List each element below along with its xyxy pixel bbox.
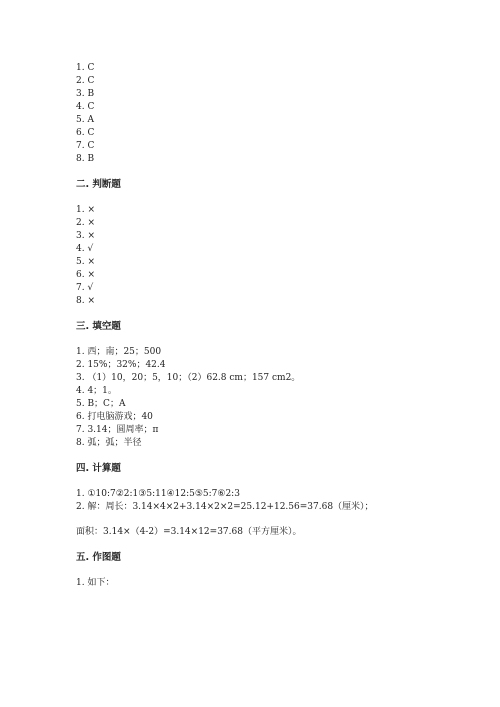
section-heading: 五. 作图题 — [76, 552, 121, 563]
list-item: 5. A — [76, 115, 94, 125]
section-drawing — [76, 551, 476, 590]
section-heading: 二. 判断题 — [76, 179, 121, 190]
list-item: 3. × — [76, 231, 95, 241]
list-item: 6. C — [76, 128, 95, 138]
area-answer: 面积：3.14×（4-2）=3.14×12=37.68（平方厘米）。 — [76, 527, 302, 537]
list-item: 5. B；C；A — [76, 399, 126, 409]
section-calculation — [76, 462, 476, 539]
list-item: 8. 弧；弧；半径 — [76, 438, 142, 448]
section-heading: 三. 填空题 — [76, 321, 121, 332]
list-item: 3. （1）10，20；5，10；（2）62.8 cm；157 cm2。 — [76, 373, 301, 383]
list-item: 2. 15%；32%；42.4 — [76, 360, 166, 370]
list-item: 7. 3.14；圆周率；π — [76, 425, 159, 435]
section-fill-blank — [76, 320, 476, 450]
list-item: 4. √ — [76, 244, 94, 254]
list-item: 1. 如下： — [76, 578, 115, 588]
section-heading: 四. 计算题 — [76, 463, 121, 474]
list-item: 1. ①10:7②2:1③5:11④12:5⑤5:7⑥2:3 — [76, 489, 240, 499]
section-true-false — [76, 178, 476, 308]
list-item: 5. × — [76, 257, 95, 267]
list-item: 1. × — [76, 205, 95, 215]
list-item: 7. C — [76, 141, 95, 151]
list-item: 6. × — [76, 270, 95, 280]
list-item: 2. × — [76, 218, 95, 228]
list-item: 1. 西；南；25；500 — [76, 347, 162, 357]
answer-sheet — [76, 62, 476, 590]
list-item: 8. × — [76, 296, 95, 306]
list-item: 2. C — [76, 76, 95, 86]
list-item: 2. 解：周长：3.14×4×2+3.14×2×2=25.12+12.56=37.68（厘米）； — [76, 502, 374, 512]
list-item: 6. 打电脑游戏；40 — [76, 412, 153, 422]
list-item: 4. 4；1。 — [76, 386, 117, 396]
section-choice-answers — [76, 62, 476, 166]
list-item: 4. C — [76, 102, 95, 112]
list-item: 8. B — [76, 154, 95, 164]
list-item: 1. C — [76, 63, 95, 73]
list-item: 7. √ — [76, 283, 94, 293]
list-item: 3. B — [76, 89, 95, 99]
